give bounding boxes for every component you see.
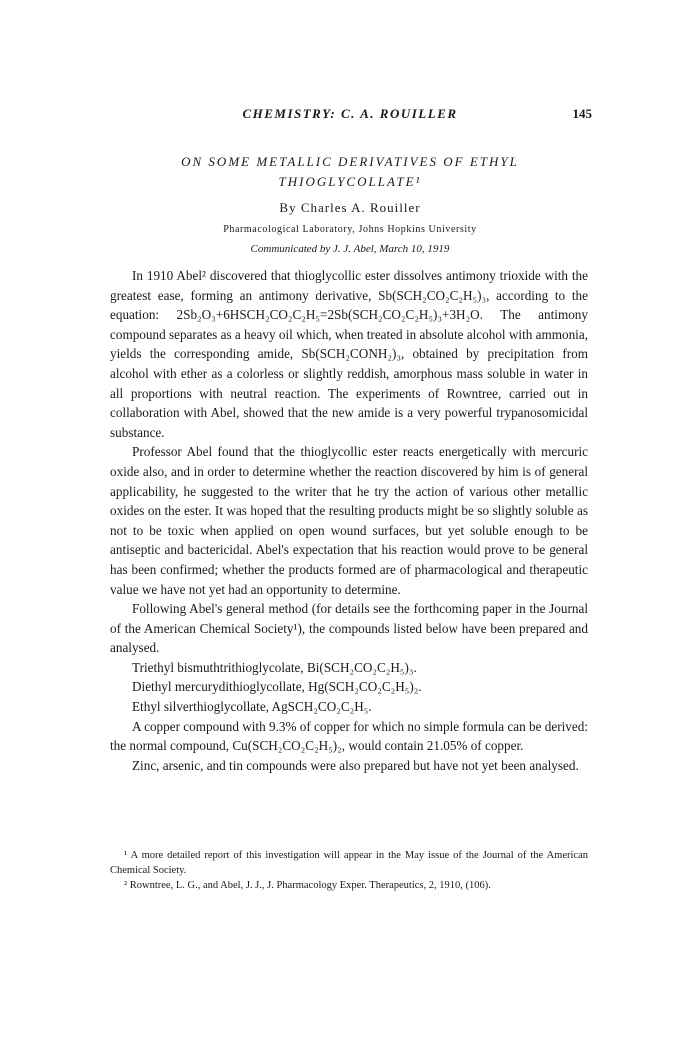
author-byline: By Charles A. Rouiller xyxy=(279,200,421,215)
footnote: ² Rowntree, L. G., and Abel, J. J., J. Pharmacology Exper. Therapeutics, 2, 1910, (106). xyxy=(124,880,491,891)
article-title xyxy=(120,152,580,192)
compound-entry: Triethyl bismuthtrithioglycolate, Bi(SCH₂CO₂C₂H₅)₃. xyxy=(132,659,417,675)
footnotes xyxy=(110,848,588,893)
affiliation: Pharmacological Laboratory, Johns Hopkins University xyxy=(223,224,477,235)
communicated-line: Communicated by J. J. Abel, March 10, 1919 xyxy=(250,243,450,255)
footnote: ¹ A more detailed report of this investigation will appear in the May issue of the Journal of the American Chemical Society. xyxy=(110,850,588,876)
title-line: THIOGLYCOLLATE¹ xyxy=(278,174,422,189)
paragraph: Professor Abel found that the thioglycollic ester reacts energetically with mercuric oxide also, and in order to determine whether the reaction discovered by him is of general applicability, he suggested to the writer that he try the action of various other metallic oxides on the ester. It was hoped that the resulting products might be so slightly soluble as not to be toxic when applied on open wound surfaces, but yet soluble enough to be antiseptic and bactericidal. Abel's expectation that his reaction would prove to be general has been confirmed; whether the products formed are of pharmacological and therapeutic value we have not yet had an opportunity to determine. xyxy=(110,444,588,597)
article-body xyxy=(110,266,588,775)
paragraph: In 1910 Abel² discovered that thioglycollic ester dissolves antimony trioxide with the greatest ease, forming an antimony derivative, Sb(SCH₂CO₂C₂H₅)₃, according to the equation: 2Sb₂O₃+6HSCH₂CO₂C₂H₅=2Sb(SCH₂CO₂C₂H₅)₃+3H₂O. The antimony compound separates as a heavy oil which, when treated in absolute alcohol with ammonia, yields the corresponding amide, Sb(SCH₂CONH₂)₃, obtained by precipitation from alcohol with ether as a colorless or slightly reddish, amorphous mass soluble in water in all proportions with neutral reaction. The experiments of Rowntree, carried out in collaboration with Abel, showed that the new amide is a very powerful trypanosomicidal substance. xyxy=(110,268,588,440)
paragraph: Following Abel's general method (for details see the forthcoming paper in the Journal of the American Chemical Society¹), the compounds listed below have been prepared and analysed. xyxy=(110,601,588,656)
paragraph: A copper compound with 9.3% of copper for which no simple formula can be derived: the normal compound, Cu(SCH₂CO₂C₂H₅)₂, would contain 21.05% of copper. xyxy=(110,718,588,754)
title-line: ON SOME METALLIC DERIVATIVES OF ETHYL xyxy=(181,154,519,169)
compound-entry: Diethyl mercurydithioglycollate, Hg(SCH₂CO₂C₂H₅)₂. xyxy=(132,679,422,695)
compound-entry: Ethyl silverthioglycollate, AgSCH₂CO₂C₂H₅. xyxy=(132,699,372,715)
page-number: 145 xyxy=(572,106,592,121)
paragraph: Zinc, arsenic, and tin compounds were also prepared but have not yet been analysed. xyxy=(132,757,579,773)
running-head: CHEMISTRY: C. A. ROUILLER xyxy=(242,106,458,121)
